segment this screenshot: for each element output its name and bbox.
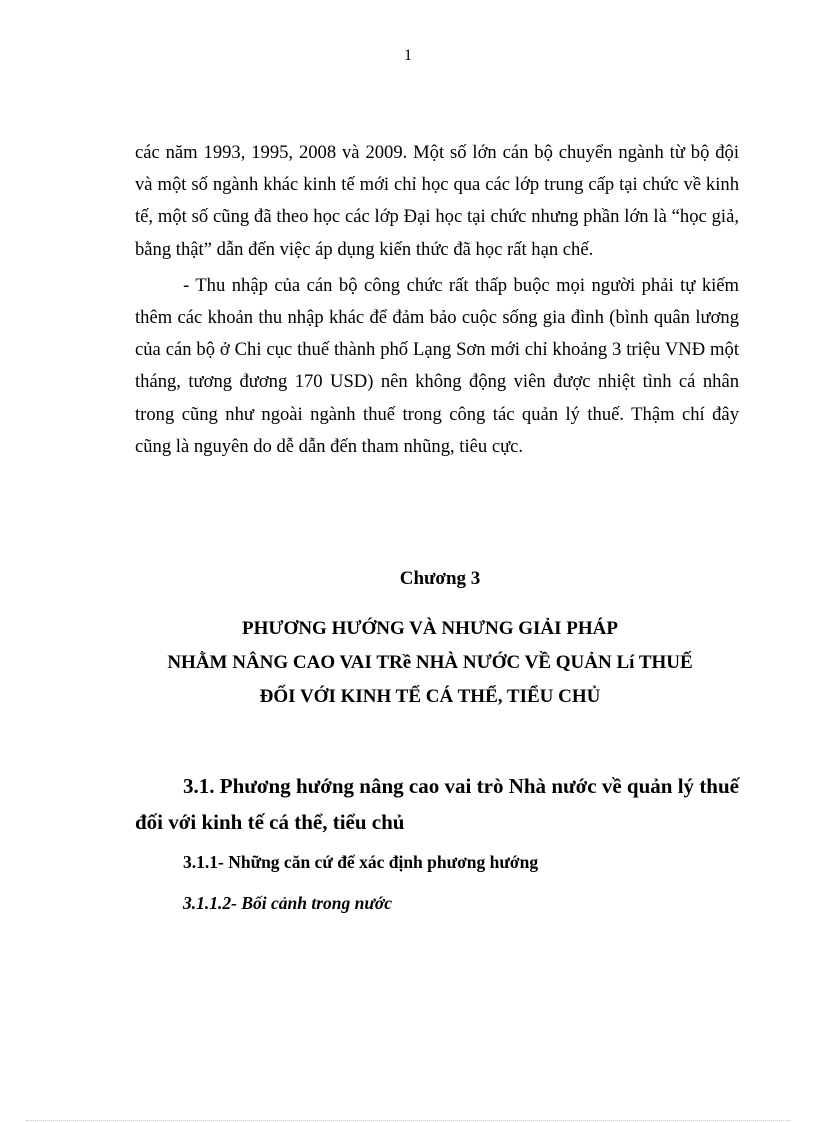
chapter-title-line: ĐỐI VỚI KINH TẾ CÁ THỂ, TIỂU CHỦ (259, 686, 601, 707)
page-divider (26, 1120, 790, 1121)
chapter-title (100, 612, 760, 714)
body-text (135, 137, 739, 467)
subsubsection-heading-3-1-1-2: 3.1.1.2- Bối cảnh trong nước (183, 893, 393, 913)
chapter-title-line: NHẰM NÂNG CAO VAI TRề NHÀ NƯỚC VỀ QUẢN Lí THUẾ (167, 652, 693, 673)
page-number: 1 (404, 47, 412, 64)
chapter-title-line: PHƯƠNG HƯỚNG VÀ NHƯNG GIẢI PHÁP (242, 618, 618, 639)
paragraph-staff-training: các năm 1993, 1995, 2008 và 2009. Một số lớn cán bộ chuyển ngành từ bộ đội và một số ngành khác kinh tế mới chỉ học qua các lớp trung cấp tại chức về kinh tế, một số cũng đã theo học các lớp Đại học tại chức nhưng phần lớn là “học giả, bằng thật” dẫn đến việc áp dụng kiến thức đã học rất hạn chế. (135, 142, 739, 260)
chapter-label: Chương 3 (399, 568, 481, 589)
subsection-heading-3-1-1: 3.1.1- Những căn cứ để xác định phương hướng (183, 852, 539, 872)
section-heading-3-1: 3.1. Phương hướng nâng cao vai trò Nhà nước về quản lý thuế đối với kinh tế cá thể, tiểu chủ (135, 774, 739, 834)
paragraph-staff-income: - Thu nhập của cán bộ công chức rất thấp buộc mọi người phải tự kiếm thêm các khoản thu nhập khác để đảm bảo cuộc sống gia đình (bình quân lương của cán bộ ở Chi cục thuế thành phố Lạng Sơn mới chỉ khoảng 3 triệu VNĐ một tháng, tương đương 170 USD) nên không động viên được nhiệt tình cá nhân trong cũng như ngoài ngành thuế trong công tác quản lý thuế. Thậm chí đây cũng là nguyên do dễ dẫn đến tham nhũng, tiêu cực. (135, 274, 739, 457)
